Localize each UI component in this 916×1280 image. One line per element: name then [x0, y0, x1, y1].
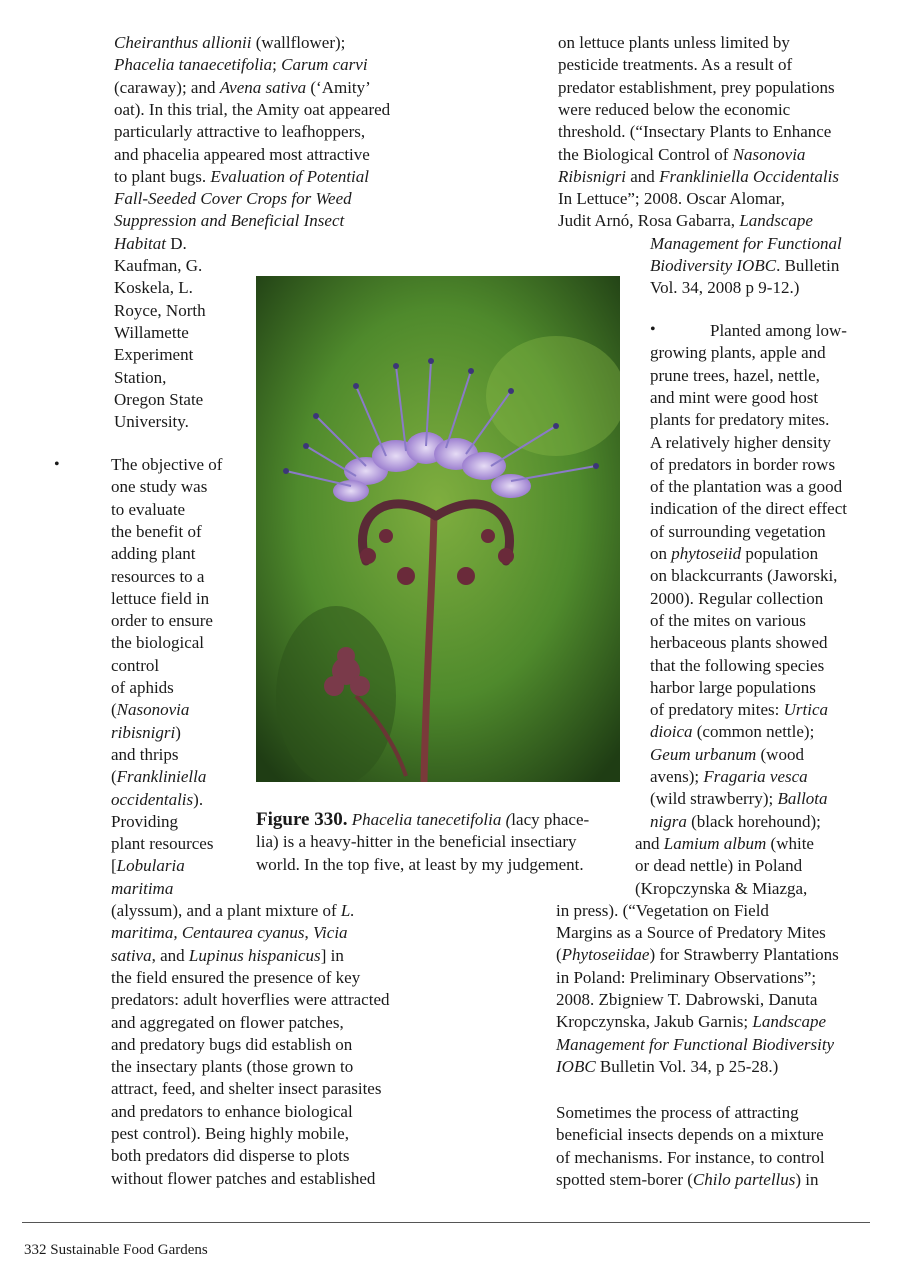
- figure-label: Figure 330.: [256, 809, 348, 830]
- text-segment: spotted stem-borer (: [556, 1169, 693, 1189]
- text-line: [650, 476, 842, 498]
- caption-line: [256, 854, 584, 876]
- text-segment: (wild strawberry);: [650, 789, 778, 809]
- text-segment: pesticide treatments. As a result of: [558, 55, 793, 75]
- text-line: [111, 476, 207, 498]
- text-line: [111, 900, 355, 922]
- text-line: [650, 255, 839, 277]
- page-footer: 332 Sustainable Food Gardens: [24, 1242, 208, 1258]
- text-segment: (: [111, 700, 117, 720]
- text-segment: Lupinus hispanicus: [188, 945, 321, 965]
- text-segment: Habitat: [114, 233, 166, 253]
- text-segment: both predators did disperse to plots: [111, 1146, 350, 1166]
- text-line: [111, 588, 209, 610]
- text-line: [111, 1034, 352, 1056]
- text-segment: (alyssum), and a plant mixture of: [111, 901, 341, 920]
- text-line: [558, 188, 785, 210]
- text-line: [650, 811, 821, 833]
- text-line: [111, 1168, 375, 1190]
- text-segment: Nasonovia: [732, 144, 806, 164]
- text-line: [111, 454, 222, 476]
- text-segment: (: [556, 945, 562, 965]
- text-line: [556, 1011, 826, 1033]
- text-line: [650, 632, 828, 654]
- text-segment: Vicia: [312, 923, 348, 943]
- text-segment: and aggregated on flower patches,: [111, 1012, 344, 1032]
- text-segment: University.: [114, 412, 189, 432]
- text-segment: of the mites on various: [650, 610, 806, 630]
- text-segment: IOBC: [556, 1056, 596, 1076]
- text-segment: Ballota: [777, 789, 828, 809]
- text-line: [111, 677, 174, 699]
- text-line: [111, 699, 189, 721]
- text-segment: Kaufman, G.: [114, 256, 203, 275]
- text-segment: plants for predatory mites.: [650, 410, 830, 430]
- text-segment: Experiment: [114, 345, 194, 365]
- text-segment: Phacelia tanecetifolia (: [351, 810, 512, 829]
- text-line: [114, 322, 189, 344]
- text-line: [556, 967, 816, 989]
- text-line: [111, 789, 203, 811]
- text-line: [650, 277, 799, 299]
- text-segment: indication of the direct effect: [650, 499, 847, 519]
- text-line: [111, 878, 173, 900]
- text-segment: one study was: [111, 477, 208, 497]
- text-segment: order to ensure: [111, 611, 213, 631]
- text-segment: avens);: [650, 767, 704, 786]
- text-line: [558, 166, 839, 188]
- text-line: [650, 365, 820, 387]
- text-segment: ).: [193, 789, 204, 809]
- text-segment: prune trees, hazel, nettle,: [650, 365, 820, 385]
- text-line: [114, 210, 344, 232]
- text-segment: (black horehound);: [686, 811, 821, 831]
- text-segment: resources to a: [111, 566, 205, 586]
- text-segment: Frankliniella Occidentalis: [659, 166, 839, 186]
- text-line: [650, 342, 826, 364]
- text-line: [635, 855, 802, 877]
- text-line: [114, 300, 206, 322]
- text-line: [114, 32, 345, 54]
- text-segment: ] in: [320, 945, 344, 965]
- text-line: [650, 543, 818, 565]
- text-line: [111, 967, 360, 989]
- text-line: [111, 632, 204, 654]
- text-segment: (‘Amity’: [306, 77, 371, 97]
- text-segment: Avena sativa: [219, 77, 307, 97]
- text-line: [556, 900, 769, 922]
- figure-photo: [256, 276, 620, 782]
- text-line: [650, 409, 829, 431]
- text-line: [114, 411, 189, 433]
- text-segment: Planted among low-: [710, 321, 847, 340]
- caption-line: [256, 831, 577, 853]
- text-segment: to evaluate: [111, 499, 186, 519]
- text-segment: A relatively higher density: [650, 432, 831, 452]
- text-segment: population: [741, 544, 819, 563]
- text-segment: phytoseiid: [671, 544, 742, 563]
- text-line: [111, 1123, 349, 1145]
- text-line: [650, 521, 826, 543]
- text-segment: control: [111, 655, 160, 675]
- text-segment: (wallflower);: [251, 33, 346, 52]
- text-segment: the field ensured the presence of key: [111, 967, 361, 987]
- text-segment: Urtica: [783, 700, 828, 720]
- text-segment: beneficial insects depends on a mixture: [556, 1125, 824, 1145]
- text-segment: Ribisnigri: [558, 166, 627, 186]
- text-line: [111, 1101, 353, 1123]
- footer-rule: [22, 1222, 870, 1223]
- text-segment: (: [111, 767, 117, 787]
- text-segment: (caraway); and: [114, 77, 220, 97]
- text-line: [556, 1056, 778, 1078]
- text-line: [114, 166, 369, 188]
- text-segment: Fragaria vesca: [703, 767, 808, 786]
- text-segment: nigra: [650, 811, 687, 831]
- text-segment: Kropczynska, Jakub Garnis;: [556, 1012, 753, 1032]
- text-segment: Station,: [114, 367, 167, 387]
- text-segment: ) for Strawberry Plantations: [649, 945, 839, 965]
- text-line: [114, 144, 370, 166]
- text-segment: harbor large populations: [650, 677, 816, 697]
- text-line: [114, 121, 365, 143]
- text-segment: Koskela, L.: [114, 278, 193, 298]
- text-segment: Vol. 34, 2008 p 9-12.): [650, 278, 800, 298]
- text-segment: lacy phace-: [511, 810, 590, 829]
- text-line: [114, 188, 352, 210]
- text-line: [114, 77, 371, 99]
- text-segment: without flower patches and established: [111, 1168, 376, 1188]
- text-line: [650, 610, 806, 632]
- text-segment: and: [626, 166, 660, 186]
- text-line: [114, 389, 203, 411]
- text-line: [114, 344, 193, 366]
- text-segment: maritima: [111, 878, 174, 898]
- text-segment: of surrounding vegetation: [650, 521, 826, 541]
- text-line: [650, 744, 804, 766]
- caption-line: [256, 809, 589, 831]
- text-segment: 2008. Zbigniew T. Dabrowski, Danuta: [556, 990, 818, 1009]
- text-segment: herbaceous plants showed: [650, 633, 828, 653]
- text-line: [710, 320, 847, 342]
- text-segment: of aphids: [111, 678, 174, 697]
- text-line: [650, 454, 835, 476]
- text-segment: that the following species: [650, 655, 825, 675]
- text-segment: the Biological Control of: [558, 144, 733, 164]
- text-segment: predators: adult hoverflies were attracted: [111, 990, 390, 1010]
- bullet-right: •: [650, 321, 656, 338]
- text-segment: Oregon State: [114, 389, 204, 409]
- text-line: [556, 1034, 834, 1056]
- text-segment: on blackcurrants (Jaworski,: [650, 566, 838, 586]
- text-line: [650, 588, 823, 610]
- text-line: [111, 1145, 349, 1167]
- text-line: [556, 989, 817, 1011]
- text-segment: and predators to enhance biological: [111, 1101, 353, 1121]
- text-line: [111, 922, 348, 944]
- text-line: [558, 144, 805, 166]
- text-segment: were reduced below the economic: [558, 99, 791, 119]
- text-line: [556, 1147, 825, 1169]
- text-segment: Fall-Seeded Cover Crops for Weed: [114, 189, 352, 209]
- text-segment: and phacelia appeared most attractive: [114, 144, 370, 164]
- text-segment: Providing: [111, 811, 179, 831]
- text-segment: maritima, Centaurea cyanus: [111, 923, 305, 943]
- text-segment: lia) is a heavy-hitter in the beneficial insectiary: [256, 832, 577, 852]
- text-line: [111, 1078, 381, 1100]
- text-segment: ribisnigri: [111, 722, 176, 742]
- text-segment: of mechanisms. For instance, to control: [556, 1147, 825, 1167]
- text-line: [111, 744, 179, 766]
- text-segment: in press). (“Vegetation on Field: [556, 900, 769, 920]
- text-segment: ) in: [795, 1169, 819, 1189]
- text-line: [111, 722, 181, 744]
- text-segment: or dead nettle) in Poland: [635, 856, 803, 876]
- text-line: [114, 255, 202, 277]
- text-segment: Suppression and Beneficial Insect: [114, 211, 345, 231]
- text-segment: pest control). Being highly mobile,: [111, 1124, 349, 1143]
- text-line: [556, 922, 826, 944]
- text-segment: The objective of: [111, 455, 223, 474]
- text-segment: Frankliniella: [116, 767, 207, 787]
- text-segment: Phytoseiidae: [561, 945, 650, 965]
- text-line: [558, 210, 813, 232]
- text-line: [111, 543, 196, 565]
- text-segment: Carum carvi: [281, 55, 368, 75]
- text-segment: dioica: [650, 722, 693, 742]
- text-line: [111, 655, 159, 677]
- text-segment: Chilo partellus: [692, 1169, 796, 1189]
- text-line: [114, 54, 368, 76]
- text-line: [650, 565, 837, 587]
- text-line: [635, 833, 814, 855]
- text-line: [650, 387, 818, 409]
- text-line: [111, 1056, 353, 1078]
- text-segment: (white: [766, 833, 814, 853]
- text-segment: occidentalis: [111, 789, 194, 809]
- text-line: [650, 699, 828, 721]
- text-segment: lettuce field in: [111, 588, 210, 608]
- text-segment: sativa: [111, 945, 152, 965]
- text-segment: particularly attractive to leafhoppers,: [114, 122, 366, 142]
- text-line: [556, 1102, 799, 1124]
- text-line: [111, 855, 185, 877]
- text-segment: [: [111, 856, 117, 876]
- text-line: [111, 499, 185, 521]
- text-segment: ): [175, 722, 181, 742]
- text-line: [558, 32, 790, 54]
- text-segment: of the plantation was a good: [650, 477, 843, 497]
- text-segment: Landscape: [752, 1012, 827, 1032]
- text-segment: D.: [165, 233, 187, 253]
- text-segment: on: [650, 544, 672, 563]
- text-segment: Phacelia tanaecetifolia: [114, 55, 273, 75]
- text-segment: the benefit of: [111, 521, 202, 541]
- text-segment: Evaluation of Potential: [210, 166, 369, 186]
- text-line: [111, 566, 204, 588]
- text-segment: Lamium album: [663, 833, 767, 853]
- text-segment: attract, feed, and shelter insect parasites: [111, 1079, 382, 1099]
- text-line: [114, 367, 166, 389]
- text-segment: and: [635, 833, 664, 853]
- text-line: [650, 788, 828, 810]
- text-segment: Management for Functional Biodiversity: [556, 1034, 835, 1054]
- text-line: [650, 721, 814, 743]
- text-segment: of predatory mites:: [650, 700, 784, 720]
- text-segment: Bulletin Vol. 34, p 25-28.): [595, 1056, 779, 1076]
- text-line: [111, 521, 202, 543]
- text-segment: Margins as a Source of Predatory Mites: [556, 923, 826, 943]
- text-line: [111, 811, 178, 833]
- text-segment: Sometimes the process of attracting: [556, 1103, 799, 1122]
- text-line: [556, 1124, 824, 1146]
- text-segment: . Bulletin: [776, 256, 840, 275]
- text-segment: Royce, North: [114, 300, 206, 320]
- text-line: [114, 99, 390, 121]
- text-segment: L.: [340, 901, 355, 920]
- text-segment: adding plant: [111, 544, 196, 564]
- text-line: [650, 233, 842, 255]
- text-segment: on lettuce plants unless limited by: [558, 33, 790, 52]
- text-segment: of predators in border rows: [650, 454, 836, 474]
- text-segment: Management for Functional: [650, 233, 842, 253]
- text-segment: oat). In this trial, the Amity oat appeared: [114, 99, 391, 119]
- text-line: [111, 833, 213, 855]
- text-line: [556, 1169, 819, 1191]
- text-segment: Geum urbanum: [650, 744, 757, 764]
- text-segment: (Kropczynska & Miazga,: [635, 878, 808, 898]
- text-line: [635, 878, 807, 900]
- text-segment: Lobularia: [116, 856, 185, 876]
- text-line: [111, 1012, 344, 1034]
- text-segment: Biodiversity IOBC: [650, 256, 777, 275]
- text-segment: ;: [272, 55, 282, 75]
- text-segment: (common nettle);: [692, 722, 815, 742]
- text-segment: (wood: [756, 744, 804, 764]
- text-segment: world. In the top five, at least by my judgement.: [256, 854, 584, 874]
- text-segment: threshold. (“Insectary Plants to Enhance: [558, 122, 832, 142]
- text-line: [111, 945, 344, 967]
- text-segment: Nasonovia: [116, 700, 190, 720]
- text-segment: and mint were good host: [650, 387, 819, 407]
- text-segment: and predatory bugs did establish on: [111, 1034, 353, 1054]
- text-line: [650, 677, 816, 699]
- text-segment: 2000). Regular collection: [650, 588, 824, 608]
- text-segment: In Lettuce”; 2008. Oscar Alomar,: [558, 189, 785, 209]
- text-segment: to plant bugs.: [114, 166, 211, 186]
- text-line: [114, 277, 193, 299]
- text-segment: Cheiranthus allionii: [114, 33, 252, 52]
- text-segment: predator establishment, prey populations: [558, 77, 835, 97]
- text-segment: growing plants, apple and: [650, 343, 826, 363]
- text-segment: and thrips: [111, 744, 179, 764]
- text-line: [558, 99, 790, 121]
- text-line: [650, 655, 824, 677]
- text-segment: , and: [151, 945, 189, 965]
- text-line: [556, 944, 839, 966]
- text-segment: Judit Arnó, Rosa Gabarra,: [558, 211, 740, 231]
- text-line: [650, 432, 831, 454]
- text-line: [111, 766, 206, 788]
- text-line: [650, 766, 808, 788]
- text-segment: in Poland: Preliminary Observations”;: [556, 967, 817, 987]
- text-line: [114, 233, 187, 255]
- text-segment: plant resources: [111, 834, 214, 854]
- text-line: [558, 54, 792, 76]
- text-line: [558, 77, 835, 99]
- text-line: [558, 121, 831, 143]
- text-line: [111, 989, 389, 1011]
- text-line: [650, 498, 847, 520]
- bullet-left: •: [54, 456, 60, 473]
- text-segment: the biological: [111, 633, 205, 653]
- text-segment: ,: [304, 923, 313, 943]
- text-segment: Willamette: [114, 322, 189, 342]
- text-segment: the insectary plants (those grown to: [111, 1057, 354, 1077]
- text-segment: Landscape: [739, 211, 813, 231]
- text-line: [111, 610, 213, 632]
